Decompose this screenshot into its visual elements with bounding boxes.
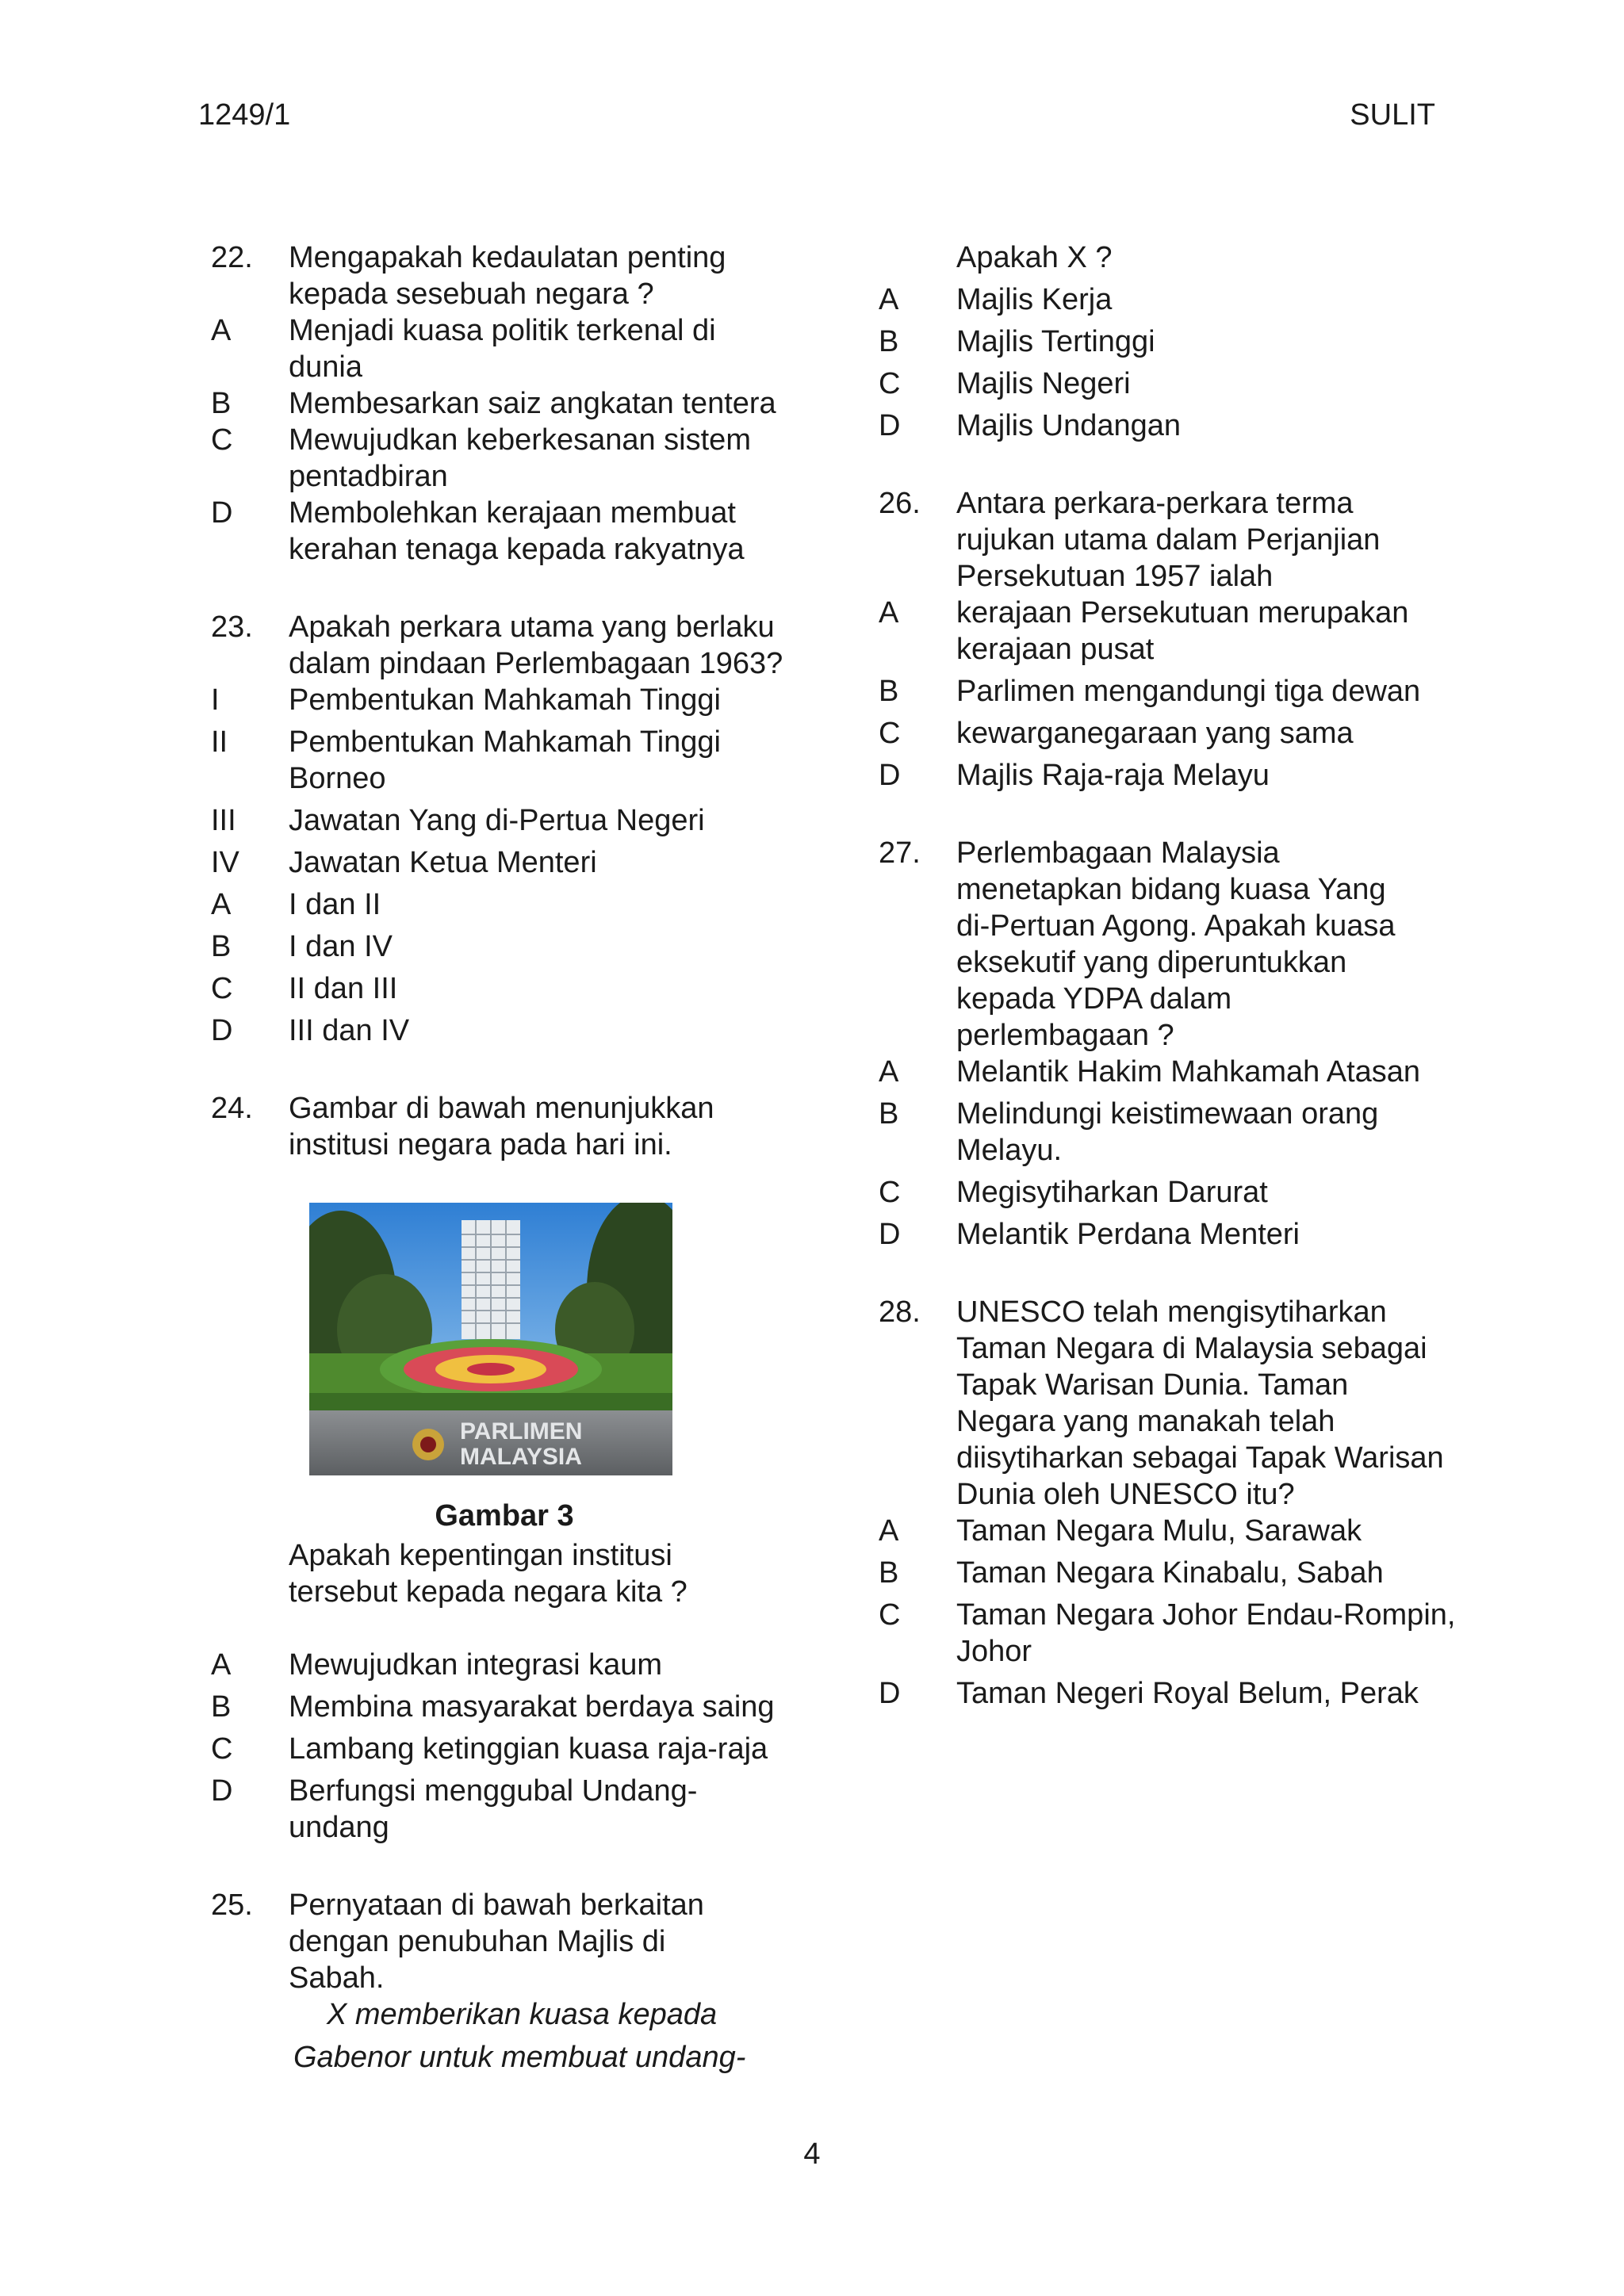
option-line: pentadbiran [289, 460, 448, 493]
option-b [211, 385, 798, 422]
statement-line: Pembentukan Mahkamah Tinggi [289, 683, 721, 717]
question-28 [879, 1294, 1465, 1513]
statement-line: Jawatan Ketua Menteri [289, 846, 597, 879]
option-letter: B [879, 1556, 899, 1590]
statement-iv [211, 844, 798, 881]
option-line: Berfungsi menggubal Undang- [289, 1774, 698, 1808]
option-line: Menjadi kuasa politik terkenal di [289, 314, 716, 347]
question-25-continued: Apakah X ? [956, 241, 1113, 274]
question-line: dengan penubuhan Majlis di [289, 1925, 666, 1958]
question-line: Tapak Warisan Dunia. Taman [956, 1368, 1349, 1402]
option-d [211, 495, 798, 568]
option-line: dunia [289, 350, 362, 384]
option-b [211, 1689, 798, 1725]
parliament-photo [309, 1203, 672, 1475]
option-line: Melantik Perdana Menteri [956, 1218, 1300, 1251]
option-letter: A [211, 888, 232, 921]
question-line: Apakah kepentingan institusi [289, 1539, 672, 1572]
option-line: Membesarkan saiz angkatan tentera [289, 387, 776, 420]
statement-line: Jawatan Yang di-Pertua Negeri [289, 804, 705, 837]
option-b [879, 323, 1465, 360]
question-22 [211, 239, 798, 312]
question-line: perlembagaan ? [956, 1019, 1174, 1052]
option-letter: B [211, 1690, 232, 1724]
option-letter: A [879, 1055, 899, 1089]
question-23 [211, 609, 798, 682]
option-d [879, 408, 1465, 444]
statement-numeral: III [211, 804, 236, 837]
question-26 [879, 485, 1465, 595]
option-line: II dan III [289, 972, 398, 1005]
option-a [211, 886, 798, 923]
option-line: kewarganegaraan yang sama [956, 717, 1354, 750]
question-number: 26. [879, 487, 921, 520]
question-line: Sabah. [289, 1961, 385, 1995]
option-letter: A [879, 283, 899, 316]
option-line: Taman Negara Mulu, Sarawak [956, 1514, 1362, 1548]
option-line: Parlimen mengandungi tiga dewan [956, 675, 1421, 708]
option-line: Majlis Undangan [956, 409, 1182, 442]
option-a [879, 281, 1465, 318]
statement-numeral: II [211, 725, 228, 759]
statement-line: Gabenor untuk membuat undang- [293, 2041, 746, 2074]
question-text [211, 1537, 798, 1610]
question-line: institusi negara pada hari ini. [289, 1128, 672, 1161]
option-line: Membina masyarakat berdaya saing [289, 1690, 775, 1724]
option-line: kerahan tenaga kepada rakyatnya [289, 533, 745, 566]
option-letter: D [879, 1218, 901, 1251]
figure-caption: Gambar 3 [435, 1499, 574, 1533]
option-letter: C [211, 1732, 233, 1766]
question-line: UNESCO telah mengisytiharkan [956, 1295, 1387, 1329]
question-line: Negara yang manakah telah [956, 1405, 1335, 1438]
option-line: undang [289, 1811, 389, 1844]
question-line: menetapkan bidang kuasa Yang [956, 873, 1386, 906]
option-line: Lambang ketinggian kuasa raja-raja [289, 1732, 768, 1766]
option-letter: D [879, 1677, 901, 1710]
option-letter: D [879, 759, 901, 792]
question-line: Dunia oleh UNESCO itu? [956, 1478, 1295, 1511]
option-line: I dan IV [289, 930, 393, 963]
statement-iii [211, 802, 798, 839]
option-line: III dan IV [289, 1014, 410, 1047]
option-line: Membolehkan kerajaan membuat [289, 496, 736, 530]
option-line: Taman Negara Kinabalu, Sabah [956, 1556, 1384, 1590]
option-b [879, 673, 1465, 710]
option-letter: D [211, 1014, 233, 1047]
option-c [211, 970, 798, 1007]
option-line: kerajaan Persekutuan merupakan [956, 596, 1409, 629]
option-letter: C [879, 717, 901, 750]
option-line: Majlis Tertinggi [956, 325, 1155, 358]
question-line: Mengapakah kedaulatan penting [289, 241, 726, 274]
statement-i [211, 682, 798, 718]
paper-code: 1249/1 [198, 98, 291, 132]
option-d [211, 1773, 798, 1846]
option-c [879, 365, 1465, 402]
question-number: 24. [211, 1092, 253, 1125]
question-line: rujukan utama dalam Perjanjian [956, 523, 1381, 557]
question-number: 23. [211, 610, 253, 644]
option-line: Melayu. [956, 1134, 1063, 1167]
option-a [879, 595, 1465, 668]
question-line: Taman Negara di Malaysia sebagai [956, 1332, 1427, 1365]
option-line: Mewujudkan integrasi kaum [289, 1648, 663, 1682]
option-d [879, 1216, 1465, 1253]
question-line: kepada YDPA dalam [956, 982, 1232, 1016]
option-b [211, 928, 798, 965]
option-letter: A [879, 1514, 899, 1548]
option-c [879, 1174, 1465, 1211]
option-line: Taman Negeri Royal Belum, Perak [956, 1677, 1419, 1710]
question-line: Apakah perkara utama yang berlaku [289, 610, 775, 644]
option-letter: B [879, 325, 899, 358]
option-letter: C [879, 367, 901, 400]
option-line: Melindungi keistimewaan orang [956, 1097, 1379, 1131]
option-letter: B [879, 1097, 899, 1131]
question-number: 27. [879, 836, 921, 870]
option-letter: B [211, 387, 232, 420]
question-line: Perlembagaan Malaysia [956, 836, 1280, 870]
statement-numeral: I [211, 683, 220, 717]
statement-line: Borneo [289, 762, 386, 795]
option-b [879, 1096, 1465, 1169]
option-a [211, 1647, 798, 1683]
option-line: Taman Negara Johor Endau-Rompin, [956, 1598, 1456, 1632]
option-line: Majlis Raja-raja Melayu [956, 759, 1270, 792]
option-letter: A [211, 1648, 232, 1682]
left-column [211, 239, 798, 2076]
question-line: diisytiharkan sebagai Tapak Warisan [956, 1441, 1444, 1475]
option-letter: D [211, 496, 233, 530]
question-text [289, 239, 798, 312]
right-column [879, 239, 1465, 1712]
question-24 [211, 1090, 798, 1163]
question-line: di-Pertuan Agong. Apakah kuasa [956, 909, 1396, 943]
question-number: 22. [211, 241, 253, 274]
option-d [211, 1012, 798, 1049]
question-line: Gambar di bawah menunjukkan [289, 1092, 714, 1125]
option-letter: B [879, 675, 899, 708]
photo-sign-line-2: MALAYSIA [460, 1444, 582, 1470]
statement-numeral: IV [211, 846, 239, 879]
question-25 [211, 1887, 798, 1996]
option-line: Majlis Kerja [956, 283, 1113, 316]
question-number: 25. [211, 1888, 253, 1922]
question-line: Antara perkara-perkara terma [956, 487, 1354, 520]
question-line: eksekutif yang diperuntukkan [956, 946, 1347, 979]
question-line: dalam pindaan Perlembagaan 1963? [289, 647, 783, 680]
option-b [879, 1555, 1465, 1591]
option-line: Majlis Negeri [956, 367, 1131, 400]
option-a [211, 312, 798, 385]
option-c [211, 1731, 798, 1767]
option-letter: D [879, 409, 901, 442]
option-d [879, 757, 1465, 794]
option-line: Megisytiharkan Darurat [956, 1176, 1268, 1209]
statement-line: X memberikan kuasa kepada [327, 1998, 718, 2031]
option-letter: D [211, 1774, 233, 1808]
photo-sign-line-1: PARLIMEN [460, 1418, 583, 1445]
option-line: Melantik Hakim Mahkamah Atasan [956, 1055, 1421, 1089]
option-a [879, 1513, 1465, 1549]
option-a [879, 1054, 1465, 1090]
option-line: Mewujudkan keberkesanan sistem [289, 423, 751, 457]
option-letter: A [211, 314, 232, 347]
question-line: Persekutuan 1957 ialah [956, 560, 1274, 593]
option-c [211, 422, 798, 495]
option-letter: A [879, 596, 899, 629]
page-number: 4 [803, 2137, 821, 2171]
option-c [879, 715, 1465, 752]
question-27 [879, 835, 1465, 1054]
option-letter: C [879, 1176, 901, 1209]
option-line: I dan II [289, 888, 381, 921]
option-line: Johor [956, 1635, 1032, 1668]
option-letter: C [211, 972, 233, 1005]
option-c [879, 1597, 1465, 1670]
question-line: Pernyataan di bawah berkaitan [289, 1888, 704, 1922]
option-line: kerajaan pusat [956, 633, 1155, 666]
question-line: tersebut kepada negara kita ? [289, 1575, 688, 1609]
question-line: kepada sesebuah negara ? [289, 277, 654, 311]
option-letter: C [879, 1598, 901, 1632]
statement-line: Pembentukan Mahkamah Tinggi [289, 725, 721, 759]
option-d [879, 1675, 1465, 1712]
question-number: 28. [879, 1295, 921, 1329]
option-letter: C [211, 423, 233, 457]
option-letter: B [211, 930, 232, 963]
statement-ii [211, 724, 798, 797]
classification-label: SULIT [1350, 98, 1435, 132]
